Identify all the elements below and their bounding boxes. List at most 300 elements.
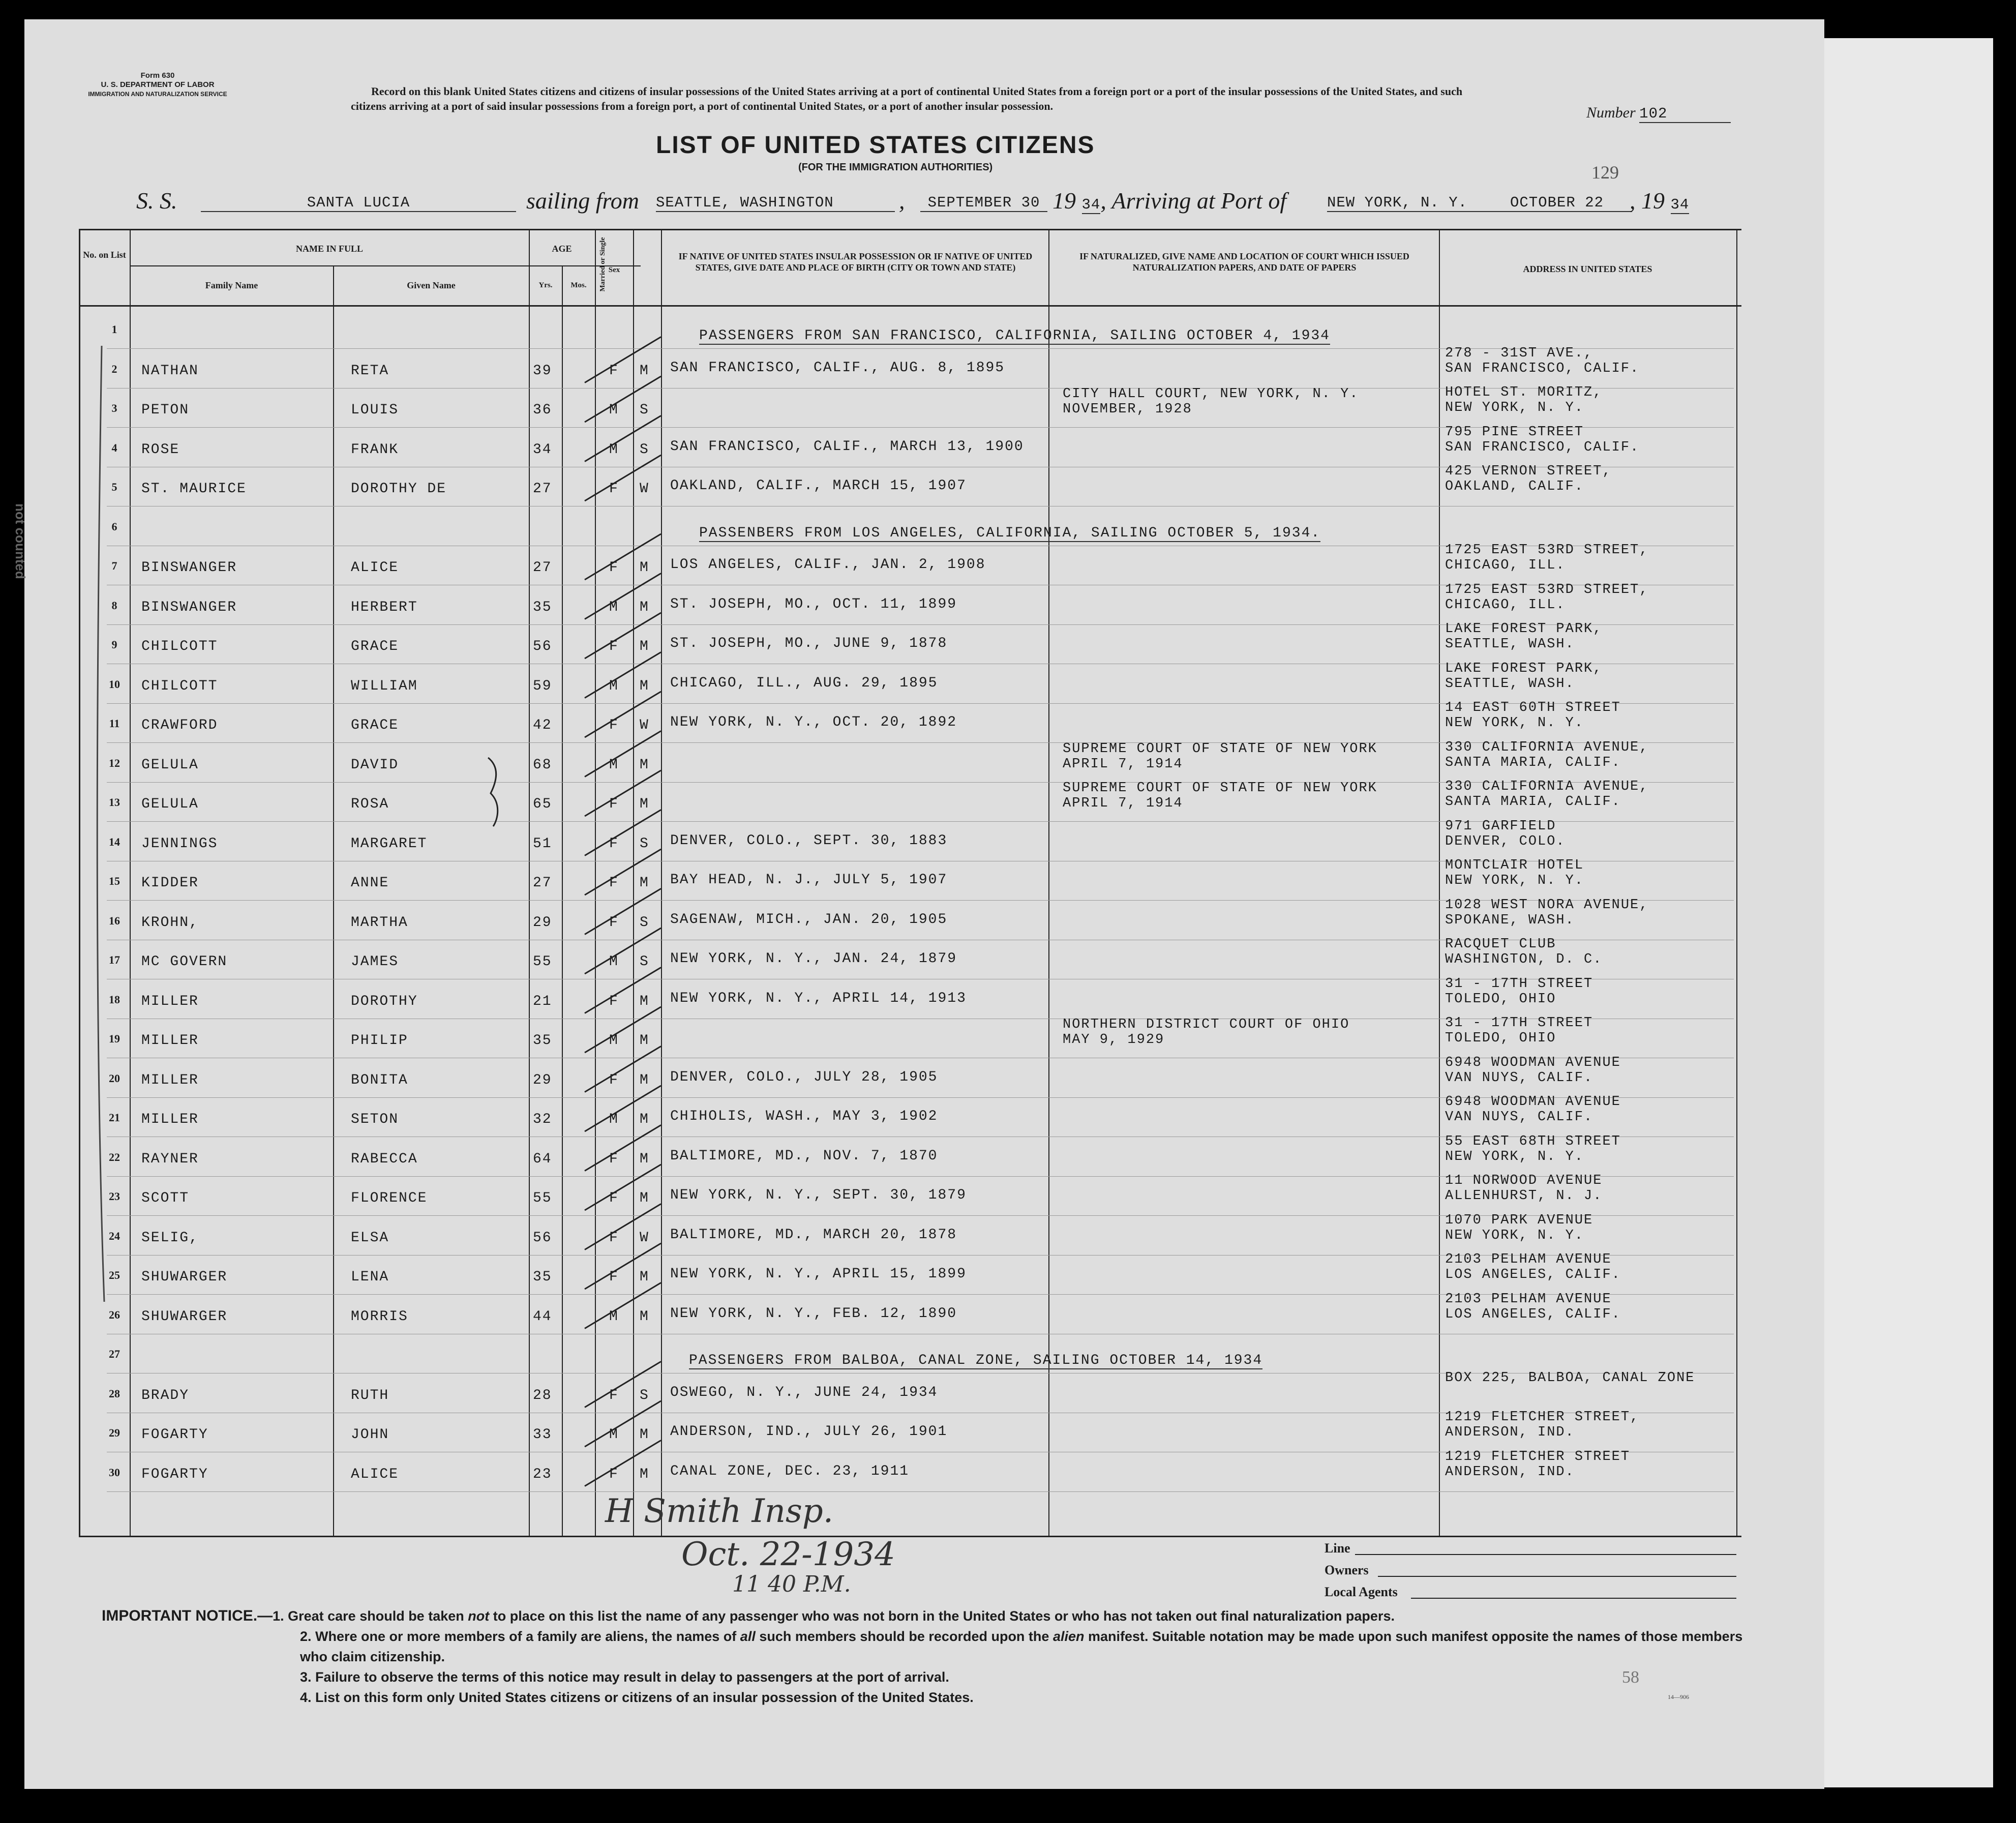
family-name: ROSE: [141, 441, 180, 458]
given-name: DAVID: [351, 757, 399, 773]
address-line-1: MONTCLAIR HOTEL: [1445, 858, 1584, 873]
marital-status: S: [640, 835, 649, 852]
address-line-1: 425 VERNON STREET,: [1445, 464, 1612, 479]
address-line-1: 2103 PELHAM AVENUE: [1445, 1291, 1612, 1307]
family-name: SCOTT: [141, 1190, 190, 1206]
sex: F: [609, 1151, 619, 1167]
footer-local-agents-label: Local Agents: [1325, 1585, 1398, 1599]
sex: M: [609, 757, 619, 773]
birth-place-date: OAKLAND, CALIF., MARCH 15, 1907: [670, 478, 967, 494]
age-years: 35: [533, 1269, 552, 1285]
family-name: MILLER: [141, 993, 199, 1009]
check-stroke: [585, 1204, 661, 1250]
form-instructions: Record on this blank United States citizens and citizens of insular possessions of the United States arriving at a port of continental United States from a foreign port or a port of the insular possessions of the United States, and such citizens arriving at a port of said insular possessions from a foreign port, a port of continental United States, or a port of another insular possession.: [351, 85, 1463, 112]
court-date: MAY 9, 1929: [1063, 1032, 1165, 1048]
given-name: HERBERT: [351, 599, 418, 615]
sex: F: [609, 1072, 619, 1088]
address-line-1: 330 CALIFORNIA AVENUE,: [1445, 739, 1649, 755]
birth-place-date: OSWEGO, N. Y., JUNE 24, 1934: [670, 1384, 938, 1400]
check-stroke: [585, 928, 661, 974]
address-line-1: 31 - 17TH STREET: [1445, 1015, 1593, 1031]
row-number: 25: [109, 1269, 120, 1281]
check-stroke: [585, 1401, 661, 1447]
address-line-2: TOLEDO, OHIO: [1445, 991, 1556, 1007]
marital-status: M: [640, 1269, 649, 1285]
check-stroke: [585, 1164, 661, 1210]
margin-stamp: not counted: [13, 503, 28, 579]
address-line-2: SANTA MARIA, CALIF.: [1445, 794, 1621, 810]
age-years: 42: [533, 718, 552, 733]
row-number: 7: [111, 559, 117, 572]
address-line-2: CHICAGO, ILL.: [1445, 558, 1566, 573]
service-name: IMMIGRATION AND NATURALIZATION SERVICE: [88, 91, 227, 98]
marital-status: M: [640, 993, 649, 1009]
address-line-2: VAN NUYS, CALIF.: [1445, 1070, 1593, 1086]
sex: F: [609, 718, 619, 733]
row-number: 9: [111, 638, 117, 651]
age-years: 65: [533, 796, 552, 812]
family-name: MILLER: [141, 1112, 199, 1127]
age-years: 34: [533, 441, 552, 458]
court-name: SUPREME COURT OF STATE OF NEW YORK: [1063, 781, 1377, 796]
form-number: Form 630: [140, 71, 175, 80]
address-line-2: SAN FRANCISCO, CALIF.: [1445, 361, 1640, 376]
marital-status: S: [640, 402, 649, 418]
address-line-2: WASHINGTON, D. C.: [1445, 952, 1603, 967]
header-married-single: Married or Single: [599, 237, 607, 292]
given-name: SETON: [351, 1112, 399, 1127]
address-line-1: 795 PINE STREET: [1445, 424, 1584, 440]
family-name: SHUWARGER: [141, 1308, 228, 1325]
check-stroke: [585, 1007, 661, 1053]
given-name: FLORENCE: [351, 1190, 428, 1206]
marital-status: M: [640, 363, 649, 379]
court-date: APRIL 7, 1914: [1063, 796, 1183, 811]
address-line-2: SAN FRANCISCO, CALIF.: [1445, 439, 1640, 455]
family-name: KIDDER: [141, 875, 199, 891]
header-given-name: Given Name: [407, 280, 456, 290]
age-years: 32: [533, 1112, 552, 1127]
family-name: FOGARTY: [141, 1466, 208, 1482]
marital-status: M: [640, 678, 649, 694]
notice-heading: IMPORTANT NOTICE.—: [102, 1607, 273, 1624]
sailing-date: SEPTEMBER 30: [920, 194, 1047, 212]
sex: F: [609, 481, 619, 497]
notice-1a: 1. Great care should be taken: [273, 1608, 468, 1624]
address-line-2: CHICAGO, ILL.: [1445, 597, 1566, 613]
check-stroke: [585, 1047, 661, 1092]
address-line-1: 2103 PELHAM AVENUE: [1445, 1252, 1612, 1267]
family-name: NATHAN: [141, 363, 199, 379]
notice-item-2: [102, 1626, 1754, 1667]
row-number: 24: [109, 1229, 120, 1242]
address-line-1: 55 EAST 68TH STREET: [1445, 1133, 1621, 1149]
sex: F: [609, 363, 619, 379]
check-stroke: [585, 574, 661, 619]
inspection-time: 11 40 P.M.: [732, 1571, 851, 1597]
birth-place-date: DENVER, COLO., JULY 28, 1905: [670, 1069, 938, 1085]
arrival-year-digits: 34: [1670, 196, 1690, 213]
family-name: SELIG,: [141, 1230, 199, 1246]
check-stroke: [585, 692, 661, 737]
age-years: 29: [533, 1072, 552, 1088]
birth-place-date: NEW YORK, N. Y., JAN. 24, 1879: [670, 951, 957, 967]
print-code: 14—906: [1668, 1693, 1689, 1700]
given-name: DOROTHY: [351, 993, 418, 1009]
age-years: 51: [533, 835, 552, 852]
marital-status: S: [640, 954, 649, 970]
check-stroke: [585, 849, 661, 895]
row-number: 3: [111, 402, 117, 414]
address-line-1: 278 - 31ST AVE.,: [1445, 345, 1593, 361]
given-name: FRANK: [351, 441, 399, 458]
sex: F: [609, 639, 619, 654]
sex: M: [609, 678, 619, 694]
row-number: 19: [109, 1032, 120, 1045]
marital-status: W: [640, 718, 649, 733]
given-name: MARTHA: [351, 914, 408, 931]
marital-status: S: [640, 441, 649, 458]
address-line-1: 1219 FLETCHER STREET,: [1445, 1410, 1640, 1425]
given-name: PHILIP: [351, 1033, 408, 1049]
row-number: 26: [109, 1308, 120, 1321]
row-number: 18: [109, 993, 120, 1006]
family-name: BINSWANGER: [141, 560, 237, 576]
line-underline: [1355, 1554, 1736, 1555]
marital-status: W: [640, 1230, 649, 1246]
number-value: 102: [1639, 105, 1731, 123]
header-name-in-full: NAME IN FULL: [295, 244, 363, 254]
given-name: LOUIS: [351, 402, 399, 418]
birth-place-date: NEW YORK, N. Y., FEB. 12, 1890: [670, 1305, 957, 1322]
row-number: 27: [109, 1348, 120, 1360]
given-name: JAMES: [351, 954, 399, 970]
family-name: CHILCOTT: [141, 639, 218, 654]
marital-status: W: [640, 481, 649, 497]
check-stroke: [585, 1283, 661, 1329]
address-line-2: LOS ANGELES, CALIF.: [1445, 1306, 1621, 1322]
row-number: 28: [109, 1387, 120, 1400]
header-family-name: Family Name: [205, 280, 258, 290]
row-number: 11: [109, 717, 120, 730]
court-date: NOVEMBER, 1928: [1063, 402, 1192, 417]
given-name: RABECCA: [351, 1151, 418, 1167]
marital-status: M: [640, 1427, 649, 1443]
check-stroke: [585, 613, 661, 659]
given-name: RUTH: [351, 1387, 389, 1403]
footer-line-label: Line: [1325, 1541, 1350, 1556]
check-stroke: [585, 889, 661, 935]
address-line-1: HOTEL ST. MORITZ,: [1445, 385, 1603, 400]
sail-year-digits: 34: [1081, 196, 1101, 213]
birth-place-date: NEW YORK, N. Y., OCT. 20, 1892: [670, 714, 957, 730]
address-line-1: 1725 EAST 53RD STREET,: [1445, 543, 1649, 558]
notice-2a: 2. Where one or more members of a family are aliens, the names of: [300, 1629, 740, 1644]
row-number: 16: [109, 914, 120, 927]
arrival-year: , 19 34: [1630, 188, 1690, 214]
check-stroke: [585, 534, 661, 580]
arrival-port: NEW YORK, N. Y.: [1327, 194, 1632, 212]
age-years: 64: [533, 1151, 552, 1167]
family-name: PETON: [141, 402, 190, 418]
birth-place-date: NEW YORK, N. Y., APRIL 14, 1913: [670, 990, 967, 1006]
family-name: SHUWARGER: [141, 1269, 228, 1285]
row-number: 4: [111, 441, 117, 454]
notice-2d: alien: [1052, 1629, 1085, 1644]
given-name: JOHN: [351, 1427, 389, 1443]
given-name: MORRIS: [351, 1308, 408, 1325]
address-line-2: ANDERSON, IND.: [1445, 1464, 1575, 1480]
address-line-1: 14 EAST 60TH STREET: [1445, 700, 1621, 715]
address-line-2: ALLENHURST, N. J.: [1445, 1188, 1603, 1204]
number-label: Number: [1586, 104, 1636, 121]
marital-status: M: [640, 1308, 649, 1325]
age-years: 35: [533, 599, 552, 615]
address-line-2: VAN NUYS, CALIF.: [1445, 1110, 1593, 1125]
year-prefix: 19: [1052, 188, 1076, 214]
age-years: 21: [533, 993, 552, 1009]
row-number: 15: [109, 875, 120, 887]
family-name: BRADY: [141, 1387, 190, 1403]
check-stroke: [585, 337, 661, 383]
marital-status: M: [640, 1151, 649, 1167]
birth-place-date: NEW YORK, N. Y., APRIL 15, 1899: [670, 1266, 967, 1282]
row-number: 29: [109, 1426, 120, 1439]
birth-place-date: ST. JOSEPH, MO., OCT. 11, 1899: [670, 596, 957, 612]
age-years: 35: [533, 1033, 552, 1049]
family-name: GELULA: [141, 757, 199, 773]
header-birth-place: IF NATIVE OF UNITED STATES INSULAR POSSESSION OR IF NATIVE OF UNITED STATES, GIVE DATE AND PLACE OF BIRTH (CITY OR TOWN AND STATE): [678, 251, 1033, 273]
family-name: ST. MAURICE: [141, 481, 247, 497]
header-years: Yrs.: [538, 281, 553, 289]
birth-place-date: BALTIMORE, MD., NOV. 7, 1870: [670, 1148, 938, 1164]
address-line-2: DENVER, COLO.: [1445, 833, 1566, 849]
marital-status: M: [640, 757, 649, 773]
birth-place-date: ST. JOSEPH, MO., JUNE 9, 1878: [670, 636, 948, 651]
address-line-2: SEATTLE, WASH.: [1445, 676, 1575, 692]
marital-status: M: [640, 1190, 649, 1206]
address-line-2: OAKLAND, CALIF.: [1445, 479, 1584, 494]
marital-status: M: [640, 599, 649, 615]
marital-status: M: [640, 875, 649, 891]
notice-2c: such members should be recorded upon the: [755, 1629, 1053, 1644]
address-line-1: 6948 WOODMAN AVENUE: [1445, 1055, 1621, 1070]
birth-place-date: ANDERSON, IND., JULY 26, 1901: [670, 1424, 948, 1440]
family-name: RAYNER: [141, 1151, 199, 1167]
birth-place-date: SAN FRANCISCO, CALIF., AUG. 8, 1895: [670, 360, 1005, 376]
check-stroke: [585, 1441, 661, 1486]
inspector-signature: H Smith Insp.: [605, 1492, 834, 1530]
address-line-1: 6948 WOODMAN AVENUE: [1445, 1094, 1621, 1110]
age-years: 23: [533, 1466, 552, 1482]
row-number: 10: [109, 677, 120, 691]
check-stroke: [585, 416, 661, 462]
marital-status: S: [640, 1387, 649, 1403]
address-line-1: 971 GARFIELD: [1445, 818, 1556, 834]
marital-status: M: [640, 560, 649, 576]
arrival-year-prefix: 19: [1641, 188, 1665, 214]
row-number: 21: [109, 1111, 120, 1124]
inspection-date: Oct. 22-1934: [681, 1536, 895, 1573]
given-name: ANNE: [351, 875, 389, 891]
given-name: ROSA: [351, 796, 389, 812]
marital-status: M: [640, 639, 649, 654]
given-name: BONITA: [351, 1072, 408, 1088]
address-line-1: 1070 PARK AVENUE: [1445, 1212, 1593, 1228]
family-name: CHILCOTT: [141, 678, 218, 694]
address-line-1: 1219 FLETCHER STREET: [1445, 1449, 1631, 1465]
marital-status: M: [640, 1112, 649, 1127]
check-stroke: [585, 810, 661, 856]
row-number: 14: [109, 835, 120, 848]
row-number: 23: [109, 1190, 120, 1203]
sex: F: [609, 875, 619, 891]
age-years: 55: [533, 954, 552, 970]
sex: F: [609, 560, 619, 576]
page-title: LIST OF UNITED STATES CITIZENS: [656, 132, 1095, 159]
section-heading: PASSENBERS FROM LOS ANGELES, CALIFORNIA, SAILING OCTOBER 5, 1934.: [699, 525, 1321, 541]
section-heading: PASSENGERS FROM BALBOA, CANAL ZONE, SAILING OCTOBER 14, 1934: [689, 1353, 1263, 1368]
given-name: WILLIAM: [351, 678, 418, 694]
age-years: 28: [533, 1387, 552, 1403]
address-line-2: SANTA MARIA, CALIF.: [1445, 755, 1621, 770]
sex: M: [609, 1427, 619, 1443]
address-line-2: LOS ANGELES, CALIF.: [1445, 1267, 1621, 1282]
address-line-2: NEW YORK, N. Y.: [1445, 715, 1584, 731]
header-sex: Sex: [608, 266, 620, 274]
family-name: MILLER: [141, 1033, 199, 1049]
departure-port: SEATTLE, WASHINGTON: [656, 194, 895, 212]
page-subtitle: (FOR THE IMMIGRATION AUTHORITIES): [798, 162, 993, 173]
family-name: KROHN,: [141, 914, 199, 931]
comma: ,: [899, 188, 905, 214]
age-years: 29: [533, 914, 552, 931]
marital-status: M: [640, 1033, 649, 1049]
sex: M: [609, 1112, 619, 1127]
birth-place-date: LOS ANGELES, CALIF., JAN. 2, 1908: [670, 557, 986, 573]
sex: F: [609, 1387, 619, 1403]
arrival-date: OCTOBER 22: [1510, 194, 1627, 212]
row-number: 5: [111, 481, 117, 493]
row-number: 8: [111, 599, 117, 612]
marital-status: M: [640, 796, 649, 812]
header-months: Mos.: [570, 281, 587, 289]
address-line-2: NEW YORK, N. Y.: [1445, 400, 1584, 415]
given-name: RETA: [351, 363, 389, 379]
age-years: 36: [533, 402, 552, 418]
address-line-1: 31 - 17TH STREET: [1445, 976, 1593, 992]
age-years: 59: [533, 678, 552, 694]
birth-place-date: CANAL ZONE, DEC. 23, 1911: [670, 1463, 910, 1479]
address-line-2: NEW YORK, N. Y.: [1445, 873, 1584, 888]
notice-1b: not: [468, 1608, 490, 1624]
header-naturalization: IF NATURALIZED, GIVE NAME AND LOCATION OF COURT WHICH ISSUED NATURALIZATION PAPERS, AND DATE OF PAPERS: [1079, 251, 1409, 273]
marital-status: M: [640, 1466, 649, 1482]
header-age: AGE: [552, 244, 572, 254]
header-no-on-list: No. on List: [83, 250, 126, 260]
given-name: ELSA: [351, 1230, 389, 1246]
court-name: SUPREME COURT OF STATE OF NEW YORK: [1063, 741, 1377, 757]
check-stroke: [585, 770, 661, 816]
address-line-1: 11 NORWOOD AVENUE: [1445, 1173, 1603, 1188]
age-years: 56: [533, 639, 552, 654]
department-name: U. S. DEPARTMENT OF LABOR: [101, 80, 215, 89]
age-years: 27: [533, 875, 552, 891]
family-name: BINSWANGER: [141, 599, 237, 615]
notice-2b: all: [740, 1629, 756, 1644]
given-name: DOROTHY DE: [351, 481, 447, 497]
address-line-1: 1028 WEST NORA AVENUE,: [1445, 897, 1649, 913]
notice-item-4: 4. List on this form only United States citizens or citizens of an insular possession of the United States.: [300, 1690, 974, 1705]
sex: M: [609, 1033, 619, 1049]
given-name: GRACE: [351, 639, 399, 654]
brace-mark: [488, 758, 498, 826]
row-number: 2: [111, 362, 117, 375]
header-address: ADDRESS IN UNITED STATES: [1523, 264, 1652, 274]
agents-underline: [1411, 1598, 1736, 1599]
marital-status: M: [640, 1072, 649, 1088]
check-stroke: [585, 652, 661, 698]
sex: F: [609, 993, 619, 1009]
age-years: 68: [533, 757, 552, 773]
age-years: 27: [533, 560, 552, 576]
stamp-number: 129: [1591, 162, 1619, 183]
family-name: GELULA: [141, 796, 199, 812]
row-number: 6: [111, 520, 117, 533]
check-stroke: [585, 731, 661, 777]
birth-place-date: DENVER, COLO., SEPT. 30, 1883: [670, 832, 948, 849]
row-number: 17: [109, 953, 120, 966]
age-years: 44: [533, 1308, 552, 1325]
birth-place-date: CHICAGO, ILL., AUG. 29, 1895: [670, 675, 938, 691]
check-stroke: [585, 455, 661, 501]
ss-label: S. S.: [136, 188, 177, 214]
notice-item-1: [102, 1606, 1754, 1626]
birth-place-date: CHIHOLIS, WASH., MAY 3, 1902: [670, 1109, 938, 1124]
address-line-1: 1725 EAST 53RD STREET,: [1445, 582, 1649, 597]
address-line-2: SPOKANE, WASH.: [1445, 912, 1575, 928]
row-number: 13: [109, 796, 120, 809]
birth-place-date: BALTIMORE, MD., MARCH 20, 1878: [670, 1227, 957, 1243]
row-number: 1: [111, 323, 117, 336]
address-line-2: SEATTLE, WASH.: [1445, 637, 1575, 652]
sex: F: [609, 1466, 619, 1482]
address-line-1: LAKE FOREST PARK,: [1445, 661, 1603, 676]
footer-owners-label: Owners: [1325, 1563, 1369, 1577]
age-years: 33: [533, 1427, 552, 1443]
sex: F: [609, 914, 619, 931]
check-stroke: [585, 968, 661, 1013]
family-name: MILLER: [141, 1072, 199, 1088]
address-line-2: NEW YORK, N. Y.: [1445, 1149, 1584, 1164]
arriving-label: Arriving at Port of: [1111, 188, 1287, 214]
address-line-2: NEW YORK, N. Y.: [1445, 1228, 1584, 1243]
birth-place-date: BAY HEAD, N. J., JULY 5, 1907: [670, 872, 948, 888]
sex: F: [609, 835, 619, 852]
sex: M: [609, 1308, 619, 1325]
address-line-1: BOX 225, BALBOA, CANAL ZONE: [1445, 1370, 1695, 1386]
address-line-1: LAKE FOREST PARK,: [1445, 621, 1603, 637]
sex: F: [609, 1190, 619, 1206]
given-name: GRACE: [351, 718, 399, 733]
margin-bracket: [97, 346, 104, 1302]
ship-name: SANTA LUCIA: [201, 194, 516, 212]
sex: M: [609, 441, 619, 458]
sailing-from-label: sailing from: [526, 188, 639, 214]
notice-2e: manifest. Suitable notation may be made upon such manifest opposite the names of those members who claim citizenship.: [300, 1629, 1743, 1664]
sex: F: [609, 1269, 619, 1285]
page-number-mark: 58: [1622, 1668, 1639, 1687]
